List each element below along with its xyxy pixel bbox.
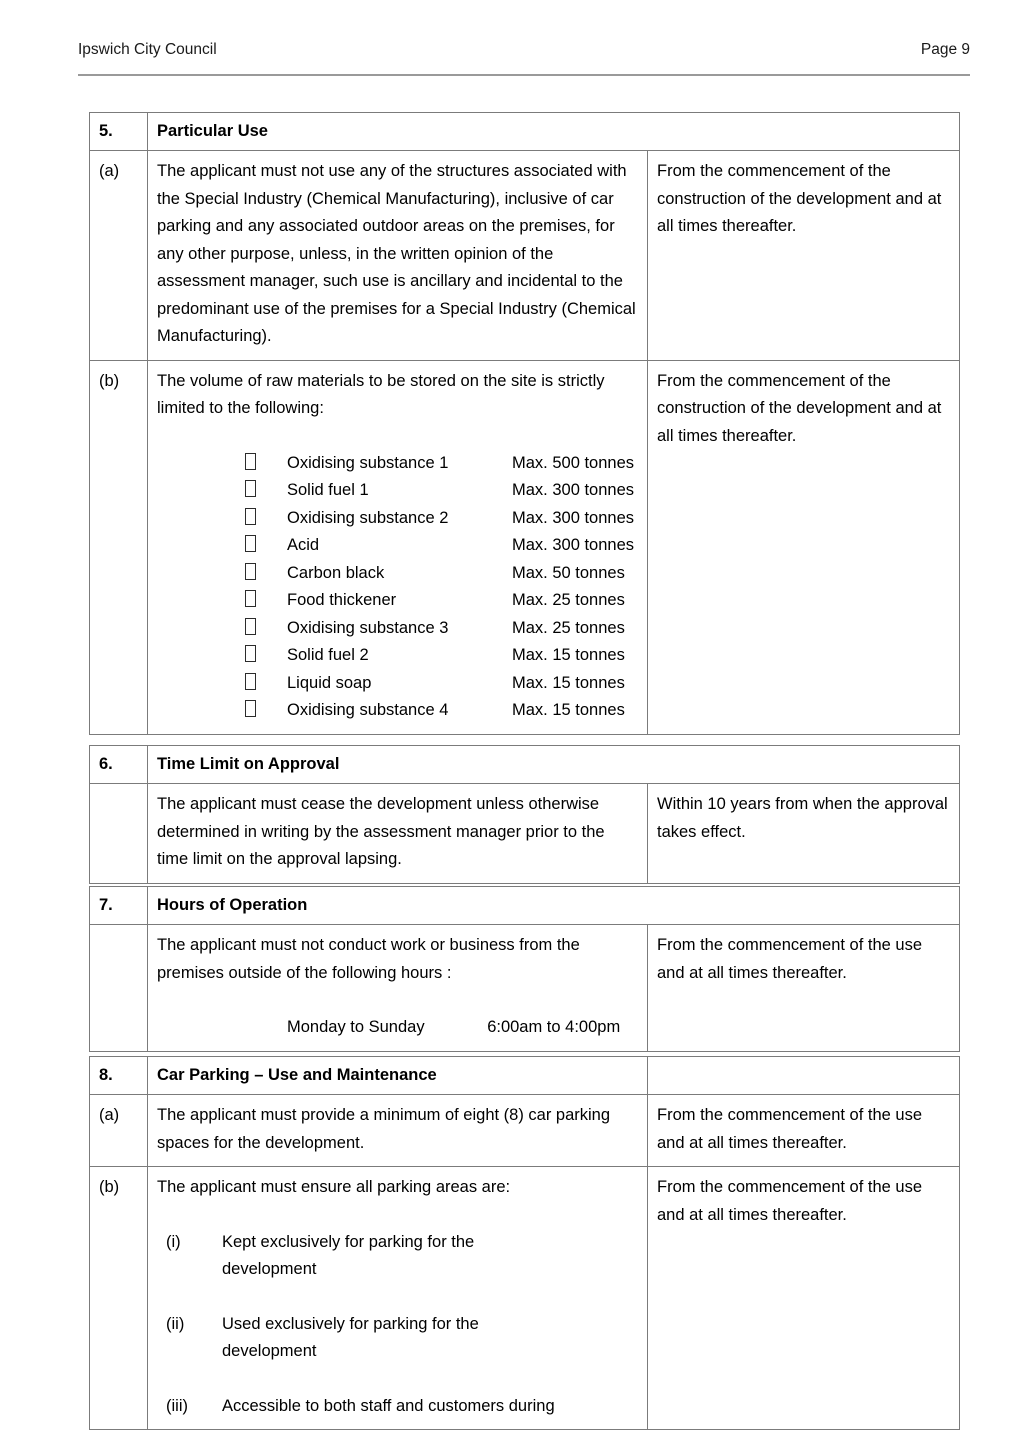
square-bullet-icon bbox=[245, 563, 256, 580]
square-bullet-icon bbox=[245, 645, 256, 662]
row-marker: (a) bbox=[90, 1095, 148, 1167]
square-bullet-icon bbox=[245, 508, 256, 525]
table-header-row bbox=[90, 1057, 960, 1095]
row-body-with-hours bbox=[148, 925, 648, 1052]
row-body: The applicant must cease the development unless otherwise determined in writing by the assessment manager prior to the time limit on the approval lapsing. bbox=[148, 784, 648, 884]
table-row bbox=[90, 360, 960, 734]
section-title: Particular Use bbox=[148, 113, 960, 151]
condition-table-8 bbox=[89, 1056, 960, 1430]
section-title-timing-empty bbox=[648, 1057, 960, 1095]
list-item bbox=[157, 450, 638, 478]
row-body-with-roman-list bbox=[148, 1167, 648, 1430]
row-body-text: The applicant must ensure all parking areas are: bbox=[157, 1178, 511, 1196]
substance-limit: Max. 300 tonnes bbox=[512, 508, 634, 527]
list-item bbox=[157, 670, 638, 698]
table-header-row bbox=[90, 746, 960, 784]
substance-name: Acid bbox=[287, 536, 320, 554]
row-body-text: The volume of raw materials to be stored on the site is strictly limited to the following: bbox=[157, 371, 605, 417]
substance-name: Carbon black bbox=[287, 563, 385, 582]
section-title: Time Limit on Approval bbox=[148, 746, 960, 784]
roman-text: Kept exclusively for parking for the development bbox=[222, 1232, 475, 1278]
substance-name: Oxidising substance 4 bbox=[287, 701, 449, 719]
list-item bbox=[157, 642, 638, 670]
row-timing: Within 10 years from when the approval takes effect. bbox=[648, 784, 960, 884]
table-row bbox=[90, 784, 960, 884]
substance-limit: Max. 500 tonnes bbox=[512, 453, 634, 472]
row-marker: (a) bbox=[90, 151, 148, 361]
list-item bbox=[157, 532, 638, 560]
square-bullet-icon bbox=[245, 480, 256, 497]
roman-marker: (i) bbox=[166, 1232, 181, 1251]
table-row bbox=[90, 925, 960, 1052]
list-item bbox=[157, 587, 638, 615]
substance-limit: Max. 15 tonnes bbox=[512, 646, 625, 664]
list-item bbox=[157, 560, 638, 588]
substance-limit: Max. 300 tonnes bbox=[512, 481, 634, 499]
operating-days: Monday to Sunday bbox=[287, 1018, 425, 1036]
table-row bbox=[90, 1167, 960, 1430]
operating-time: 6:00am to 4:00pm bbox=[487, 1018, 621, 1036]
row-timing: From the commencement of the use and at all times thereafter. bbox=[648, 1167, 960, 1430]
row-body-with-list bbox=[148, 360, 648, 734]
square-bullet-icon bbox=[245, 535, 256, 552]
row-timing: From the commencement of the use and at all times thereafter. bbox=[648, 925, 960, 1052]
row-body: The applicant must provide a minimum of eight (8) car parking spaces for the development. bbox=[148, 1095, 648, 1167]
row-timing: From the commencement of the construction of the development and at all times thereafter. bbox=[648, 151, 960, 361]
table-row bbox=[90, 151, 960, 361]
page-running-header bbox=[78, 40, 970, 76]
substance-name: Oxidising substance 3 bbox=[287, 618, 449, 637]
page-number: Page 9 bbox=[920, 41, 970, 58]
list-spacer bbox=[157, 423, 638, 450]
substance-name: Food thickener bbox=[287, 591, 397, 609]
section-title: Car Parking – Use and Maintenance bbox=[148, 1057, 648, 1095]
parking-requirements-list bbox=[157, 1229, 638, 1421]
square-bullet-icon bbox=[245, 453, 256, 470]
section-number: 8. bbox=[90, 1057, 148, 1095]
row-body: The applicant must not use any of the structures associated with the Special Industry (Chemical Manufacturing), inclusive of car parking and any associated outdoor areas on the premises, for any other purpose, unless, in the written opinion of the assessment manager, such use is ancillary and incidental to the predominant use of the premises for a Special Industry (Chemical Manufacturing). bbox=[148, 151, 648, 361]
substance-limit: Max. 15 tonnes bbox=[512, 701, 625, 719]
substance-name: Solid fuel 1 bbox=[287, 481, 369, 499]
substance-name: Solid fuel 2 bbox=[287, 646, 369, 664]
row-timing: From the commencement of the construction of the development and at all times thereafter. bbox=[648, 360, 960, 734]
substance-name: Liquid soap bbox=[287, 673, 372, 692]
section-number: 6. bbox=[90, 746, 148, 784]
condition-table-5 bbox=[89, 112, 960, 735]
row-body-text: The applicant must not conduct work or business from the premises outside of the following hours : bbox=[157, 936, 580, 982]
roman-list-spacer bbox=[157, 1202, 638, 1229]
roman-marker: (ii) bbox=[166, 1314, 185, 1333]
table-header-row bbox=[90, 113, 960, 151]
list-item bbox=[157, 477, 638, 505]
row-marker bbox=[90, 925, 148, 1052]
square-bullet-icon bbox=[245, 700, 256, 717]
square-bullet-icon bbox=[245, 618, 256, 635]
row-timing: From the commencement of the use and at all times thereafter. bbox=[648, 1095, 960, 1167]
section-number: 7. bbox=[90, 887, 148, 925]
list-item bbox=[157, 1311, 638, 1366]
substance-limit: Max. 25 tonnes bbox=[512, 618, 625, 637]
section-number: 5. bbox=[90, 113, 148, 151]
substance-limit: Max. 300 tonnes bbox=[512, 536, 634, 554]
substance-limit: Max. 50 tonnes bbox=[512, 563, 625, 582]
substance-limit: Max. 25 tonnes bbox=[512, 591, 625, 609]
row-marker: (b) bbox=[90, 1167, 148, 1430]
substance-name: Oxidising substance 2 bbox=[287, 508, 449, 527]
roman-marker: (iii) bbox=[166, 1396, 188, 1415]
section-title: Hours of Operation bbox=[148, 887, 960, 925]
hours-spacer bbox=[157, 987, 638, 1014]
substance-limit: Max. 15 tonnes bbox=[512, 673, 625, 692]
row-marker bbox=[90, 784, 148, 884]
list-item bbox=[157, 1229, 638, 1284]
operating-hours-line bbox=[157, 1014, 638, 1042]
raw-material-limit-list bbox=[157, 450, 638, 725]
roman-text: Accessible to both staff and customers during bbox=[222, 1396, 555, 1415]
list-item bbox=[157, 505, 638, 533]
condition-table-6 bbox=[89, 745, 960, 884]
condition-table-7 bbox=[89, 886, 960, 1052]
document-title: Ipswich City Council bbox=[78, 41, 217, 58]
list-item bbox=[157, 615, 638, 643]
substance-name: Oxidising substance 1 bbox=[287, 453, 449, 472]
row-marker: (b) bbox=[90, 360, 148, 734]
list-item bbox=[157, 1393, 638, 1421]
square-bullet-icon bbox=[245, 673, 256, 690]
table-header-row bbox=[90, 887, 960, 925]
list-item bbox=[157, 697, 638, 725]
table-row bbox=[90, 1095, 960, 1167]
roman-text: Used exclusively for parking for the development bbox=[222, 1314, 479, 1360]
square-bullet-icon bbox=[245, 590, 256, 607]
